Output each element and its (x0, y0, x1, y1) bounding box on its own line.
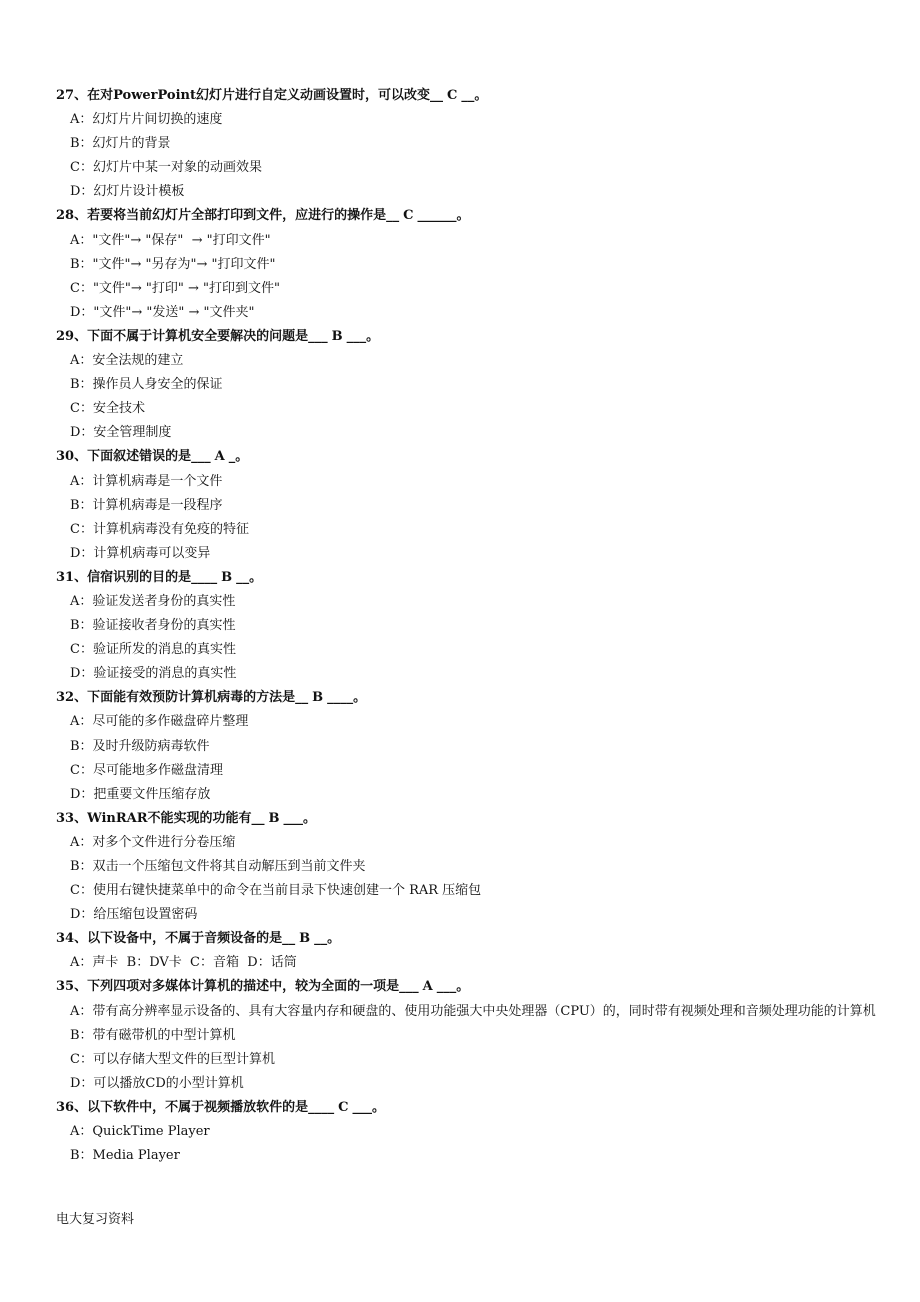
option-c: C：安全技术 (70, 401, 145, 417)
option-a: A：计算机病毒是一个文件 (70, 473, 223, 489)
option-b: B：及时升级防病毒软件 (70, 738, 210, 754)
option-a: A：对多个文件进行分卷压缩 (70, 834, 236, 850)
option-c: C：尽可能地多作磁盘清理 (70, 762, 223, 778)
question-block (56, 325, 876, 445)
answer-letter: A (214, 449, 225, 465)
question-text: 36、以下软件中，不属于视频播放软件的是____ C ___。 (56, 1099, 385, 1115)
answer-letter: B (312, 690, 324, 706)
question-text: 31、信宿识别的目的是____ B __。 (56, 569, 263, 585)
option-a: A：QuickTime Player (70, 1124, 210, 1140)
option-b: B："文件"→ "另存为"→ "打印文件" (70, 256, 276, 272)
question-text: 30、下面叙述错误的是___ A _。 (56, 449, 249, 465)
answer-letter: C (447, 88, 458, 103)
option-c: C："文件"→ "打印" → "打印到文件" (70, 280, 281, 296)
option-a: A：尽可能的多作磁盘碎片整理 (70, 714, 249, 730)
question-block (56, 445, 876, 565)
option-a: A：安全法规的建立 (70, 353, 184, 369)
answer-letter: B (299, 931, 311, 947)
option-b: B：幻灯片的背景 (70, 136, 171, 152)
answer-letter: B (268, 810, 280, 826)
document-body (56, 84, 876, 1168)
question-block (56, 1096, 876, 1168)
option-a: A：带有高分辨率显示设备的、具有大容量内存和硬盘的、使用功能强大中央处理器（CPU）的，同时带有视频处理和音频处理功能的计算机 (70, 1003, 876, 1019)
option-d: D：可以播放CD的小型计算机 (70, 1075, 244, 1091)
option-a: A：验证发送者身份的真实性 (70, 593, 236, 609)
page-footer: 电大复习资料 (56, 1212, 135, 1227)
option-b: B：Media Player (70, 1148, 180, 1164)
question-block (56, 807, 876, 927)
question-block (56, 204, 876, 324)
question-text: 32、下面能有效预防计算机病毒的方法是__ B ____。 (56, 690, 367, 706)
option-d: D："文件"→ "发送" → "文件夹" (70, 304, 255, 320)
question-text: 34、以下设备中，不属于音频设备的是__ B __。 (56, 931, 341, 947)
answer-letter: C (403, 208, 414, 224)
option-a: A："文件"→ "保存" → "打印文件" (70, 232, 271, 248)
answer-letter: B (331, 328, 343, 344)
option-c: C：计算机病毒没有免疫的特征 (70, 521, 249, 537)
question-text: 33、WinRAR不能实现的功能有__ B ___。 (56, 810, 317, 826)
answer-letter: C (338, 1099, 349, 1115)
option-c: C：幻灯片中某一对象的动画效果 (70, 160, 262, 176)
option-b: B：双击一个压缩包文件将其自动解压到当前文件夹 (70, 859, 366, 874)
option-d: D：幻灯片设计模板 (70, 184, 185, 200)
option-b: B：带有磁带机的中型计算机 (70, 1027, 236, 1043)
option-c: C：验证所发的消息的真实性 (70, 642, 236, 658)
option-a: A：幻灯片片间切换的速度 (70, 112, 223, 128)
answer-letter: A (422, 979, 433, 995)
option-d: D：验证接受的消息的真实性 (70, 666, 237, 682)
question-text: 35、下列四项对多媒体计算机的描述中，较为全面的一项是___ A ___。 (56, 979, 470, 995)
option-inline: A：声卡 B：DV卡 C：音箱 D：话筒 (70, 955, 297, 971)
question-block (56, 927, 876, 975)
option-d: D：计算机病毒可以变异 (70, 545, 211, 561)
question-block (56, 686, 876, 806)
answer-letter: B (221, 569, 233, 585)
option-b: B：验证接收者身份的真实性 (70, 618, 236, 634)
question-block (56, 566, 876, 686)
option-c: C：可以存储大型文件的巨型计算机 (70, 1051, 275, 1067)
option-d: D：给压缩包设置密码 (70, 907, 198, 923)
question-text: 28、若要将当前幻灯片全部打印到文件，应进行的操作是__ C ______。 (56, 208, 470, 224)
option-c: C：使用右键快捷菜单中的命令在当前目录下快速创建一个 RAR 压缩包 (70, 883, 482, 899)
option-b: B：操作员人身安全的保证 (70, 377, 223, 393)
option-d: D：安全管理制度 (70, 425, 172, 441)
option-b: B：计算机病毒是一段程序 (70, 497, 223, 513)
option-d: D：把重要文件压缩存放 (70, 786, 211, 802)
question-block (56, 975, 876, 1095)
question-text: 29、下面不属于计算机安全要解决的问题是___ B ___。 (56, 328, 380, 344)
question-text: 27、在对PowerPoint幻灯片进行自定义动画设置时，可以改变__ C __。 (56, 88, 488, 103)
question-block (56, 84, 876, 204)
